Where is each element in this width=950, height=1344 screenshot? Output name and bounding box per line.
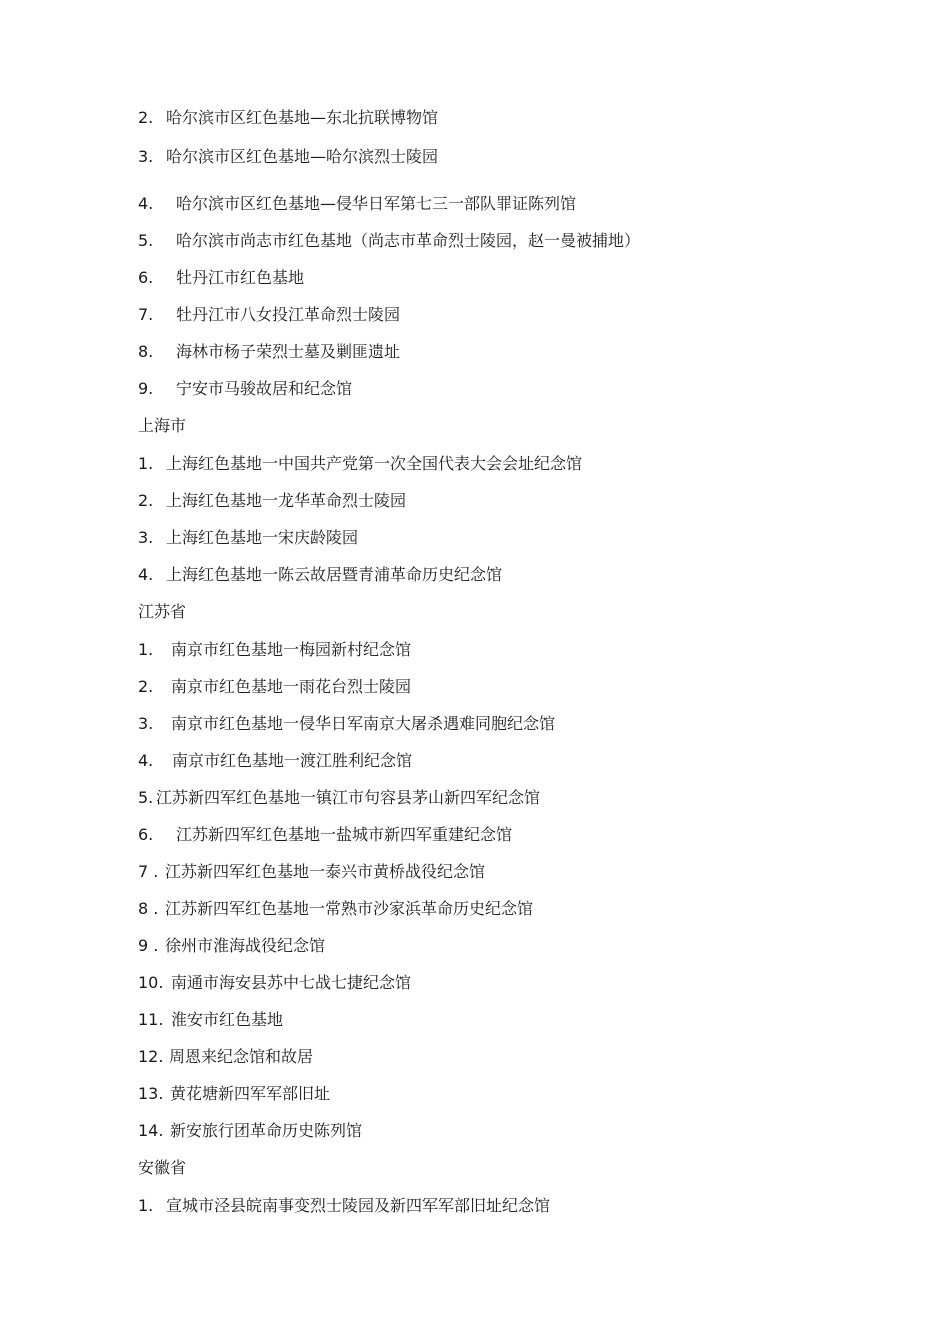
item-text: 江苏新四军红色基地一泰兴市黄桥战役纪念馆 — [165, 862, 486, 881]
item-number: 1. — [138, 454, 154, 473]
list-item — [138, 860, 485, 884]
item-number: 2. — [138, 677, 154, 696]
list-item — [138, 638, 411, 662]
item-number: 14. — [138, 1121, 164, 1140]
list-item — [138, 823, 512, 847]
item-number: 1. — [138, 1196, 154, 1215]
item-text: 淮安市红色基地 — [171, 1010, 284, 1029]
item-number: 9 . — [138, 936, 159, 955]
item-number: 5. — [138, 788, 154, 807]
list-item — [138, 340, 400, 364]
item-number: 10. — [138, 973, 164, 992]
item-number: 6. — [138, 268, 154, 287]
item-number: 7. — [138, 305, 154, 324]
list-item — [138, 192, 576, 216]
heading-text: 安徽省 — [138, 1158, 187, 1177]
item-number: 7 . — [138, 862, 159, 881]
item-text: 哈尔滨市区红色基地—哈尔滨烈士陵园 — [166, 147, 439, 166]
item-text: 宁安市马骏故居和纪念馆 — [176, 379, 353, 398]
list-item — [138, 266, 304, 290]
list-item — [138, 229, 640, 253]
item-text: 黄花塘新四军军部旧址 — [170, 1084, 331, 1103]
list-item — [138, 786, 540, 810]
item-number: 3. — [138, 147, 154, 166]
item-text: 哈尔滨市区红色基地—侵华日军第七三一部队罪证陈列馆 — [176, 194, 577, 213]
item-number: 9. — [138, 379, 154, 398]
list-item — [138, 1119, 362, 1143]
list-item — [138, 712, 555, 736]
list-item — [138, 1082, 330, 1106]
item-text: 上海红色基地一陈云故居暨青浦革命历史纪念馆 — [166, 565, 503, 584]
list-item — [138, 452, 582, 476]
item-text: 哈尔滨市区红色基地—东北抗联博物馆 — [166, 108, 439, 127]
item-number: 8 . — [138, 899, 159, 918]
section-heading — [138, 1156, 186, 1180]
list-item — [138, 489, 406, 513]
item-number: 1. — [138, 640, 154, 659]
item-number: 8. — [138, 342, 154, 361]
item-number: 4. — [138, 751, 154, 770]
section-heading — [138, 600, 186, 624]
list-item — [138, 526, 358, 550]
item-number: 5. — [138, 231, 154, 250]
item-text: 上海红色基地一中国共产党第一次全国代表大会会址纪念馆 — [166, 454, 583, 473]
list-item — [138, 971, 411, 995]
item-text: 海林市杨子荣烈士墓及剿匪遗址 — [176, 342, 401, 361]
item-number: 11. — [138, 1010, 164, 1029]
list-item — [138, 675, 411, 699]
item-text: 上海红色基地一宋庆龄陵园 — [166, 528, 359, 547]
item-number: 2. — [138, 491, 154, 510]
item-text: 南京市红色基地一梅园新村纪念馆 — [171, 640, 412, 659]
list-item — [138, 749, 412, 773]
item-text: 哈尔滨市尚志市红色基地（尚志市革命烈士陵园，赵一曼被捕地） — [176, 231, 641, 250]
item-number: 12. — [138, 1047, 164, 1066]
list-item — [138, 1008, 283, 1032]
list-item — [138, 563, 502, 587]
item-number: 4. — [138, 565, 154, 584]
item-text: 新安旅行团革命历史陈列馆 — [170, 1121, 363, 1140]
item-text: 南通市海安县苏中七战七捷纪念馆 — [171, 973, 412, 992]
item-text: 南京市红色基地一侵华日军南京大屠杀遇难同胞纪念馆 — [171, 714, 556, 733]
item-text: 牡丹江市八女投江革命烈士陵园 — [176, 305, 401, 324]
item-number: 3. — [138, 528, 154, 547]
list-item — [138, 1194, 550, 1218]
list-item — [138, 934, 325, 958]
item-number: 13. — [138, 1084, 164, 1103]
item-text: 江苏新四军红色基地一镇江市句容县茅山新四军纪念馆 — [156, 788, 541, 807]
item-text: 周恩来纪念馆和故居 — [169, 1047, 314, 1066]
item-text: 上海红色基地一龙华革命烈士陵园 — [166, 491, 407, 510]
list-item — [138, 897, 533, 921]
item-number: 3. — [138, 714, 154, 733]
list-item — [138, 1045, 313, 1069]
item-number: 2. — [138, 108, 154, 127]
list-item — [138, 377, 352, 401]
list-item — [138, 145, 438, 169]
item-text: 徐州市淮海战役纪念馆 — [165, 936, 326, 955]
list-item — [138, 106, 438, 130]
item-number: 4. — [138, 194, 154, 213]
item-text: 江苏新四军红色基地一常熟市沙家浜革命历史纪念馆 — [165, 899, 534, 918]
heading-text: 上海市 — [138, 416, 187, 435]
list-item — [138, 303, 400, 327]
section-heading — [138, 414, 186, 438]
item-number: 6. — [138, 825, 154, 844]
item-text: 江苏新四军红色基地一盐城市新四军重建纪念馆 — [176, 825, 513, 844]
item-text: 宣城市泾县皖南事变烈士陵园及新四军军部旧址纪念馆 — [166, 1196, 551, 1215]
heading-text: 江苏省 — [138, 602, 187, 621]
item-text: 南京市红色基地一渡江胜利纪念馆 — [172, 751, 413, 770]
item-text: 牡丹江市红色基地 — [176, 268, 305, 287]
item-text: 南京市红色基地一雨花台烈士陵园 — [171, 677, 412, 696]
